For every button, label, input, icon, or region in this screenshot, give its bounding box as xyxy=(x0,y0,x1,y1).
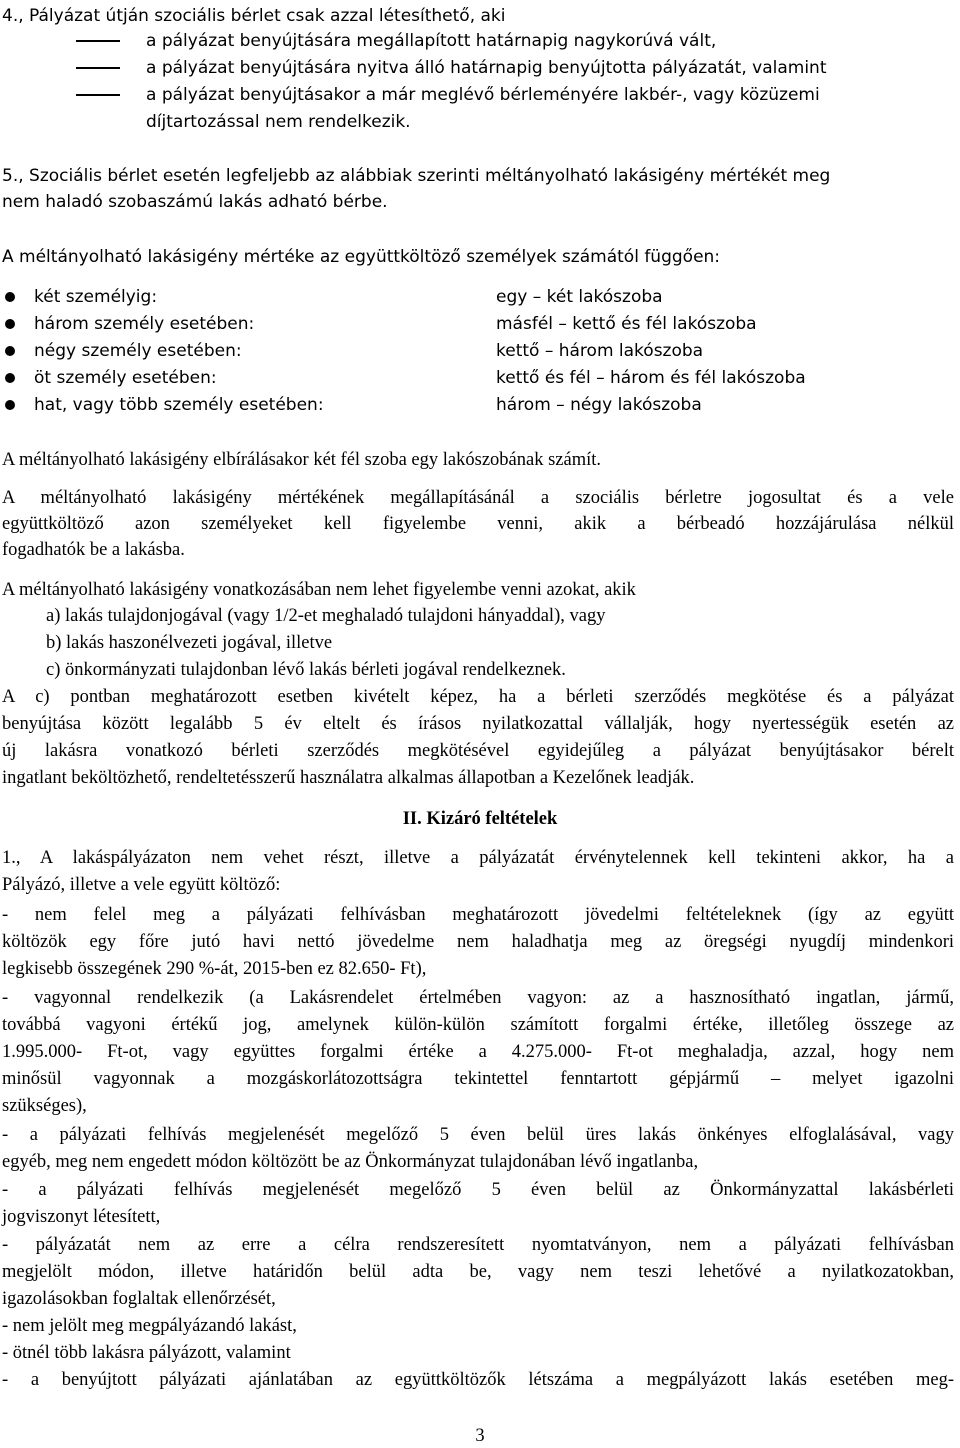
paragraph-line: új lakásra vonatkozó bérleti szerződés megkötésével egyidejűleg a pályázat benyújtásakor bérelt xyxy=(2,741,954,761)
dash-bullet-icon xyxy=(76,94,120,96)
exclusion-item: a) lakás tulajdonjogával (vagy 1/2-et meghaladó tulajdoni hányaddal), vagy xyxy=(46,606,606,626)
dash-bullet-icon xyxy=(76,40,120,42)
measure-persons: négy személy esetében: xyxy=(34,341,242,361)
measure-persons: öt személy esetében: xyxy=(34,368,217,388)
measure-persons: három személy esetében: xyxy=(34,314,255,334)
section4-item-continuation: díjtartozással nem rendelkezik. xyxy=(146,112,411,132)
dash-bullet-icon xyxy=(76,67,120,69)
condition-line: költözök egy főre jutó havi nettó jövedelme nem haladhatja meg az öregségi nyugdíj mindenkori xyxy=(2,932,954,952)
measure-rooms: három – négy lakószoba xyxy=(496,395,702,415)
measure-rooms: egy – két lakószoba xyxy=(496,287,663,307)
measure-persons: hat, vagy több személy esetében: xyxy=(34,395,324,415)
condition-line: jogviszonyt létesített, xyxy=(2,1207,161,1227)
condition-line: igazolásokban foglaltak ellenőrzését, xyxy=(2,1289,276,1309)
condition-line: - nem felel meg a pályázati felhívásban meghatározott jövedelmi feltételeknek (így az együtt xyxy=(2,905,954,925)
section-heading: II. Kizáró feltételek xyxy=(402,809,558,829)
measure-rooms: kettő – három lakószoba xyxy=(496,341,704,361)
measure-rooms: kettő és fél – három és fél lakószoba xyxy=(496,368,806,388)
section4-item: a pályázat benyújtásakor a már meglévő bérleményére lakbér-, vagy közüzemi xyxy=(146,85,820,105)
section4-item: a pályázat benyújtására megállapított határnapig nagykorúvá vált, xyxy=(146,31,717,51)
bullet-dot-icon xyxy=(5,319,15,329)
condition-line: - vagyonnal rendelkezik (a Lakásrendelet értelmében vagyon: az a hasznosítható ingatlan, jármű, xyxy=(2,988,954,1008)
bullet-dot-icon xyxy=(5,400,15,410)
half-room-note: A méltányolható lakásigény elbírálásakor két fél szoba egy lakószobának számít. xyxy=(2,450,601,470)
condition-line: - ötnél több lakásra pályázott, valamint xyxy=(2,1343,291,1363)
condition-line: egyéb, meg nem engedett módon költözött be az Önkormányzat tulajdonában lévő ingatlanba, xyxy=(2,1152,699,1172)
condition-line: - a pályázati felhívás megjelenését megelőző 5 éven belül üres lakás önkényes elfoglalásával, vagy xyxy=(2,1125,954,1145)
condition-line: továbbá vagyoni értékű jog, amelynek külön-külön számított forgalmi értéke, illetőleg összege az xyxy=(2,1015,954,1035)
condition-line: minősül vagyonnak a mozgáskorlátozottságra tekintettel fenntartott gépjármű – melyet igazolni xyxy=(2,1069,954,1089)
measure-rooms: másfél – kettő és fél lakószoba xyxy=(496,314,757,334)
section5-line: 5., Szociális bérlet esetén legfeljebb az alábbiak szerinti méltányolható lakásigény mértékét meg xyxy=(2,166,831,186)
paragraph-line: A méltányolható lakásigény vonatkozásában nem lehet figyelembe venni azokat, akik xyxy=(2,580,636,600)
condition-line: - nem jelölt meg megpályázandó lakást, xyxy=(2,1316,297,1336)
paragraph-line: A méltányolható lakásigény mértékének megállapításánál a szociális bérletre jogosultat és a vele xyxy=(2,488,954,508)
bullet-dot-icon xyxy=(5,346,15,356)
condition-line: - a pályázati felhívás megjelenését megelőző 5 éven belül az Önkormányzattal lakásbérleti xyxy=(2,1180,954,1200)
condition-line: 1., A lakáspályázaton nem vehet részt, illetve a pályázatát érvénytelennek kell tekinteni akkor, ha a xyxy=(2,848,954,868)
measure-intro: A méltányolható lakásigény mértéke az együttköltöző személyek számától függően: xyxy=(2,247,721,267)
bullet-dot-icon xyxy=(5,373,15,383)
bullet-dot-icon xyxy=(5,292,15,302)
measure-persons: két személyig: xyxy=(34,287,158,307)
condition-line: szükséges), xyxy=(2,1096,87,1116)
paragraph-line: A c) pontban meghatározott esetben kivételt képez, ha a bérleti szerződés megkötése és a pályázat xyxy=(2,687,954,707)
exclusion-item: c) önkormányzati tulajdonban lévő lakás bérleti jogával rendelkeznek. xyxy=(46,660,566,680)
section4-item: a pályázat benyújtására nyitva álló határnapig benyújtotta pályázatát, valamint xyxy=(146,58,827,78)
page-number: 3 xyxy=(475,1426,485,1446)
paragraph-line: benyújtása között legalább 5 év eltelt és írásos nyilatkozattal vállalják, hogy nyertességük esetén az xyxy=(2,714,954,734)
section4-title: 4., Pályázat útján szociális bérlet csak azzal létesíthető, aki xyxy=(2,6,506,26)
condition-line: Pályázó, illetve a vele együtt költöző: xyxy=(2,875,281,895)
paragraph-line: ingatlant beköltözhető, rendeltetésszerű használatra alkalmas állapotban a Kezelőnek leadják. xyxy=(2,768,695,788)
condition-line: 1.995.000- Ft-ot, vagy együttes forgalmi értéke a 4.275.000- Ft-ot meghaladja, azzal, hogy nem xyxy=(2,1042,954,1062)
paragraph-line: együttköltöző azon személyeket kell figyelembe venni, akik a bérbeadó hozzájárulása nélkül xyxy=(2,514,954,534)
exclusion-item: b) lakás haszonélvezeti jogával, illetve xyxy=(46,633,333,653)
condition-line: - pályázatát nem az erre a célra rendszeresített nyomtatványon, nem a pályázati felhívásban xyxy=(2,1235,954,1255)
condition-line: megjelölt módon, illetve határidőn belül adta be, vagy nem teszi lehetővé a nyilatkozatokban, xyxy=(2,1262,954,1282)
section5-line: nem haladó szobaszámú lakás adható bérbe. xyxy=(2,192,388,212)
condition-line: legkisebb összegének 290 %-át, 2015-ben ez 82.650- Ft), xyxy=(2,959,427,979)
condition-line: - a benyújtott pályázati ajánlatában az együttköltözők létszáma a megpályázott lakás esetében meg- xyxy=(2,1370,954,1390)
paragraph-line: fogadhatók be a lakásba. xyxy=(2,540,185,560)
